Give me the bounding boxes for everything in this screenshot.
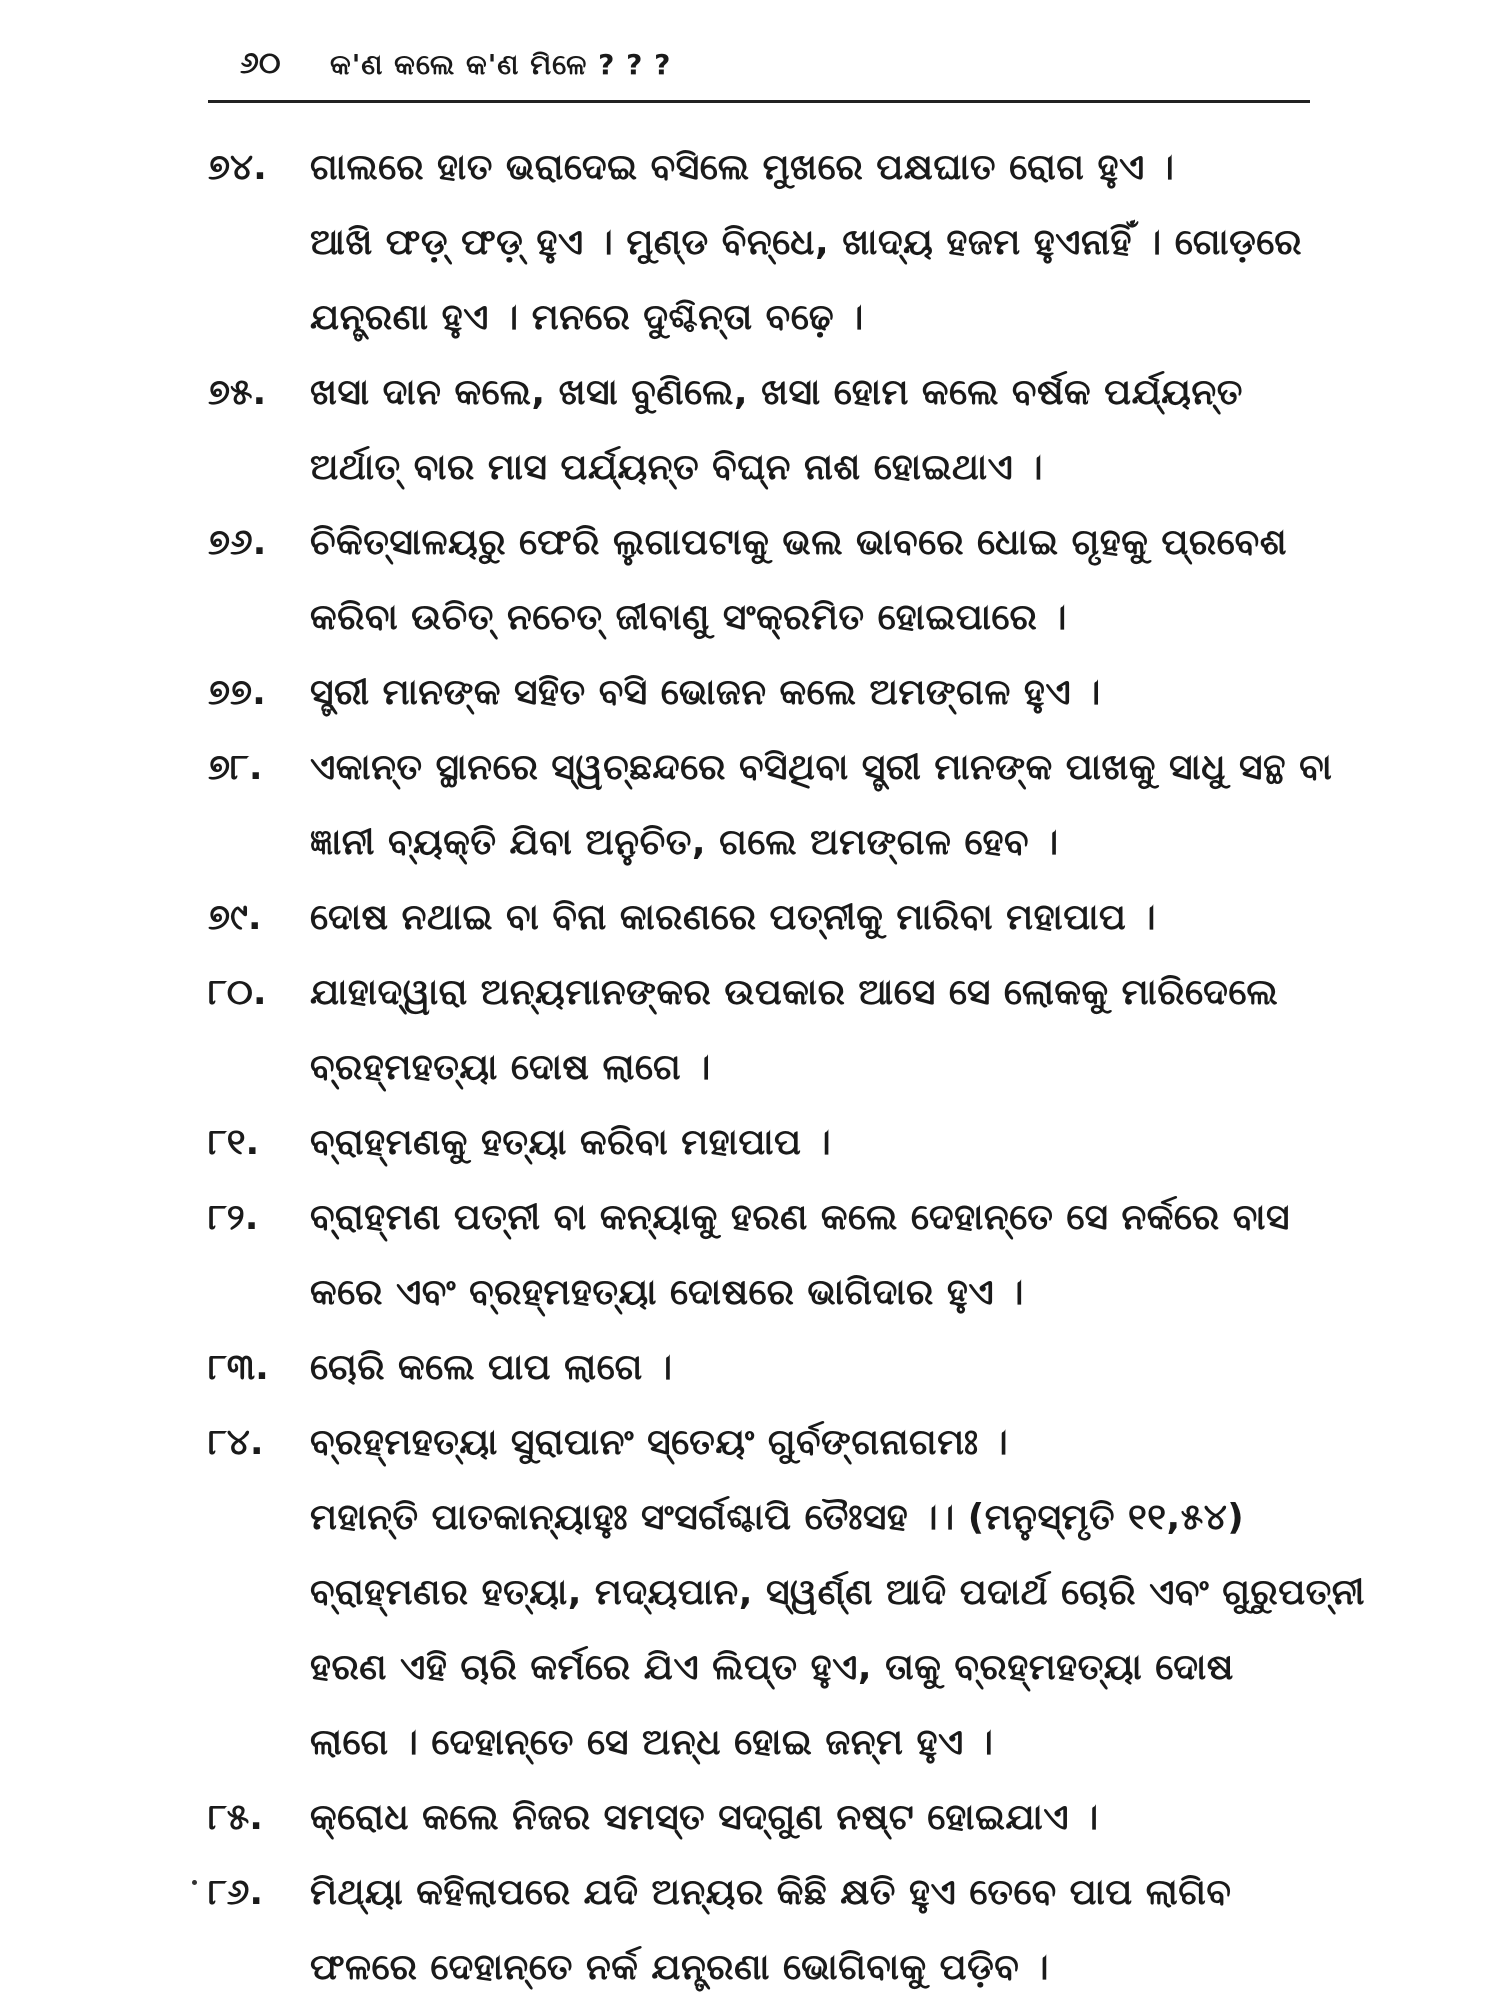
margin-speck [192,1880,197,1885]
text-line: କରେ ଏବଂ ବ୍ରହ୍ମହତ୍ୟା ଦୋଷରେ ଭାଗିଦାର ହୁଏ । [310,1272,1024,1313]
entry-number: ୮୪. [208,1422,264,1463]
text-line: ଯନ୍ତ୍ରଣା ହୁଏ । ମନରେ ଦୁଶ୍ଚିନ୍ତା ବଢ଼େ । [310,297,864,338]
entry-text [310,1405,1365,1780]
text-line: ମହାନ୍ତି ପାତକାନ୍ୟାହୁଃ ସଂସର୍ଗଶ୍ଚାପି ତୈଃସହ ।। (ମନୁସ୍ମୃତି ୧୧,୫୪) [310,1497,1245,1538]
text-line: କ୍ରୋଧ କଲେ ନିଜର ସମସ୍ତ ସଦ୍‌ଗୁଣ ନଷ୍ଟ ହୋଇଯାଏ । [310,1797,1099,1838]
entry-number: ୭୮. [208,747,263,788]
text-line: ଚୋରି କଲେ ପାପ ଲାଗେ । [310,1347,673,1388]
text-line: ଫଳରେ ଦେହାନ୍ତେ ନର୍କ ଯନ୍ତ୍ରଣା ଭୋଗିବାକୁ ପଡ଼ିବ । [310,1947,1050,1988]
entry-number: ୭୯. [208,897,262,938]
list-item [208,1180,1318,1330]
text-line: ସ୍ତ୍ରୀ ମାନଙ୍କ ସହିତ ବସି ଭୋଜନ କଲେ ଅମଙ୍ଗଳ ହୁଏ । [310,672,1101,713]
text-line: ଜ୍ଞାନୀ ବ୍ୟକ୍ତି ଯିବା ଅନୁଚିତ, ଗଲେ ଅମଙ୍ଗଳ ହେବ । [310,822,1059,863]
list-item [208,1855,1318,2005]
entry-list [208,130,1365,2005]
entry-number: ୭୪. [208,147,267,188]
text-line: ବ୍ରହ୍ମହତ୍ୟା ଦୋଷ ଲାଗେ । [310,1047,711,1088]
entry-text [310,655,1318,730]
entry-text [310,880,1318,955]
text-line: ଗାଲରେ ହାତ ଭରାଦେଇ ବସିଲେ ମୁଖରେ ପକ୍ଷଘାତ ରୋଗ ହୁଏ । [310,147,1175,188]
list-item [208,1405,1365,1780]
text-line: ଚିକିତ୍ସାଳୟରୁ ଫେରି ଲୁଗାପଟାକୁ ଭଲ ଭାବରେ ଧୋଇ ଗୃହକୁ ପ୍ରବେଶ [310,522,1287,563]
entry-text [310,730,1332,880]
entry-number: ୮୬. [208,1872,264,1913]
entry-text [310,1855,1318,2005]
list-item [208,955,1318,1105]
text-line: ଅର୍ଥାତ୍ ବାର ମାସ ପର୍ଯ୍ୟନ୍ତ ବିଘ୍ନ ନାଶ ହୋଇଥାଏ । [310,447,1044,488]
text-line: ହରଣ ଏହି ଚାରି କର୍ମରେ ଯିଏ ଲିପ୍ତ ହୁଏ, ତାକୁ ବ୍ରହ୍ମହତ୍ୟା ଦୋଷ [310,1647,1234,1688]
entry-number: ୮୦. [208,972,267,1013]
text-line: ଖସା ଦାନ କଲେ, ଖସା ବୁଣିଲେ, ଖସା ହୋମ କଲେ ବର୍ଷକ ପର୍ଯ୍ୟନ୍ତ [310,372,1243,413]
header-divider [208,100,1310,103]
list-item [208,130,1318,355]
text-line: ବ୍ରାହ୍ମଣକୁ ହତ୍ୟା କରିବା ମହାପାପ । [310,1122,832,1163]
list-item [208,880,1318,955]
text-line: ଆଖି ଫଡ଼୍ ଫଡ଼୍ ହୁଏ । ମୁଣ୍ଡ ବିନ୍ଧେ, ଖାଦ୍ୟ ହଜମ ହୁଏନାହିଁ । ଗୋଡ଼ରେ [310,222,1303,263]
entry-text [310,355,1318,505]
entry-number: ୮୫. [208,1797,263,1838]
text-line: ବ୍ରାହ୍ମଣ ପତ୍ନୀ ବା କନ୍ୟାକୁ ହରଣ କଲେ ଦେହାନ୍ତେ ସେ ନର୍କରେ ବାସ [310,1197,1290,1238]
list-item [208,1330,1318,1405]
list-item [208,505,1318,655]
page-header [240,40,1330,104]
entry-number: ୮୩. [208,1347,269,1388]
text-line: ଏକାନ୍ତ ସ୍ଥାନରେ ସ୍ୱଚ୍ଛନ୍ଦରେ ବସିଥିବା ସ୍ତ୍ରୀ ମାନଙ୍କ ପାଖକୁ ସାଧୁ ସନ୍ଥ ବା [310,747,1333,788]
entry-text [310,1780,1318,1855]
list-item [208,655,1318,730]
text-line: ଯାହାଦ୍ୱାରା ଅନ୍ୟମାନଙ୍କର ଉପକାର ଆସେ ସେ ଲୋକକୁ ମାରିଦେଲେ [310,972,1279,1013]
list-item [208,1105,1318,1180]
entry-number: ୭୬. [208,522,267,563]
entry-text [310,1180,1318,1330]
entry-number: ୮୧. [208,1122,260,1163]
text-line: ବ୍ରହ୍ମହତ୍ୟା ସୁରାପାନଂ ସ୍ତେୟଂ ଗୁର୍ବଙ୍ଗନାଗମଃ । [310,1422,1009,1463]
page-number: ୬୦ [240,46,281,81]
entry-text [310,1105,1318,1180]
text-line: ଦୋଷ ନଥାଇ ବା ବିନା କାରଣରେ ପତ୍ନୀକୁ ମାରିବା ମହାପାପ । [310,897,1157,938]
entry-text [310,955,1318,1105]
list-item [208,355,1318,505]
running-title: କ'ଣ କଲେ କ'ଣ ମିଳେ ? ? ? [330,48,672,81]
text-line: ମିଥ୍ୟା କହିଲାପରେ ଯଦି ଅନ୍ୟର କିଛି କ୍ଷତି ହୁଏ ତେବେ ପାପ ଲାଗିବ [310,1872,1232,1913]
text-line: କରିବା ଉଚିତ୍ ନଚେତ୍ ଜୀବାଣୁ ସଂକ୍ରମିତ ହୋଇପାରେ । [310,597,1067,638]
text-line: ଲାଗେ । ଦେହାନ୍ତେ ସେ ଅନ୍ଧ ହୋଇ ଜନ୍ମ ହୁଏ । [310,1722,994,1763]
entry-number: ୮୨. [208,1197,259,1238]
entry-text [310,130,1318,355]
entry-text [310,1330,1318,1405]
list-item [208,1780,1318,1855]
list-item [208,730,1333,880]
entry-number: ୭୭. [208,672,266,713]
entry-number: ୭୫. [208,372,267,413]
entry-text [310,505,1318,655]
text-line: ବ୍ରାହ୍ମଣର ହତ୍ୟା, ମଦ୍ୟପାନ, ସ୍ୱର୍ଣ୍ଣ ଆଦି ପଦାର୍ଥ ଚୋରି ଏବଂ ଗୁରୁପତ୍ନୀ [310,1572,1365,1613]
